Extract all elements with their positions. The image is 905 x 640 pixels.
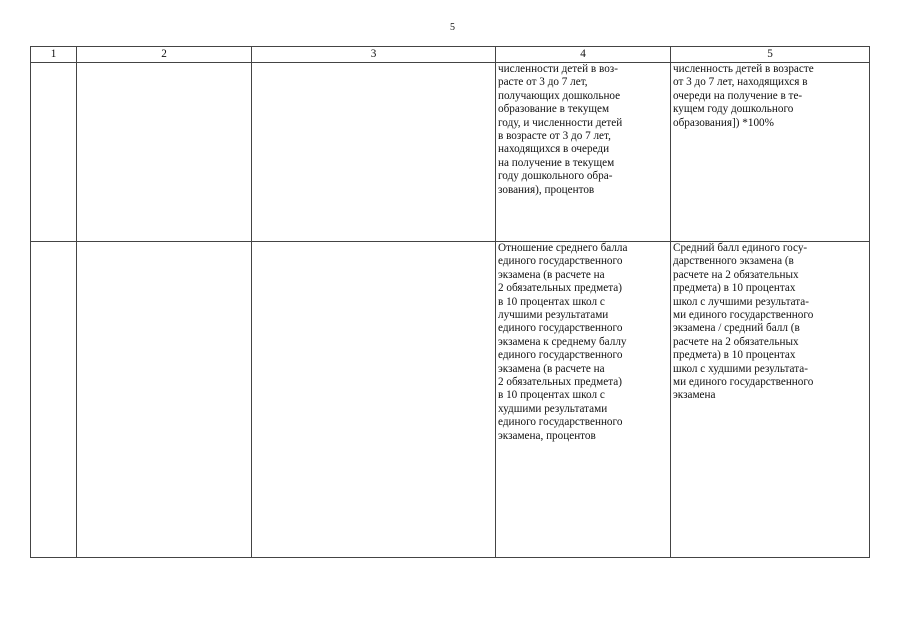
table-cell-col2 [77,63,252,242]
table-cell-col3 [252,242,496,558]
column-header-2: 2 [77,47,252,63]
table-cell-col5 [671,242,870,558]
column-header-1: 1 [31,47,77,63]
table-cell-col4 [496,63,671,242]
table-row [31,63,870,242]
column-header-4: 4 [496,47,671,63]
table-cell-col4 [496,242,671,558]
table-cell-col5 [671,63,870,242]
table-cell-col3 [252,63,496,242]
indicator-name-text: Отношение среднего балла единого государственного экзамена (в расчете на 2 обязательных предмета) в 10 процентах школ с лучшими результатами единого государственного экзамена к среднему баллу единого государственного экзамена (в расчете на 2 обязательных предмета) в 10 процентах школ с худшими результатами единого государственного экзамена, процентов [498,242,628,442]
table-header-row [31,47,870,63]
column-header-3: 3 [252,47,496,63]
page-number: 5 [450,22,455,33]
table-cell-col1 [31,63,77,242]
document-table [30,46,870,558]
table-cell-col1 [31,242,77,558]
indicator-name-text: численности детей в воз- расте от 3 до 7 лет, получающих дошкольное образование в текущем году, и численности детей в возрасте от 3 до 7 лет, находящихся в очереди на получение в текущем году дошкольного обра- зования), процентов [498,63,623,196]
formula-text: Средний балл единого госу- дарственного экзамена (в расчете на 2 обязательных предмета) в 10 процентах школ с лучшими результата- ми единого государственного экзамена / средний балл (в расчете на 2 обязательных предмета) в 10 процентах школ с худшими результата- ми единого государственного экзамена [673,242,814,402]
column-header-5: 5 [671,47,870,63]
formula-text: численность детей в возрасте от 3 до 7 лет, находящихся в очереди на получение в те- кущем году дошкольного образования]) *100% [673,63,814,129]
table-row [31,242,870,558]
table-cell-col2 [77,242,252,558]
